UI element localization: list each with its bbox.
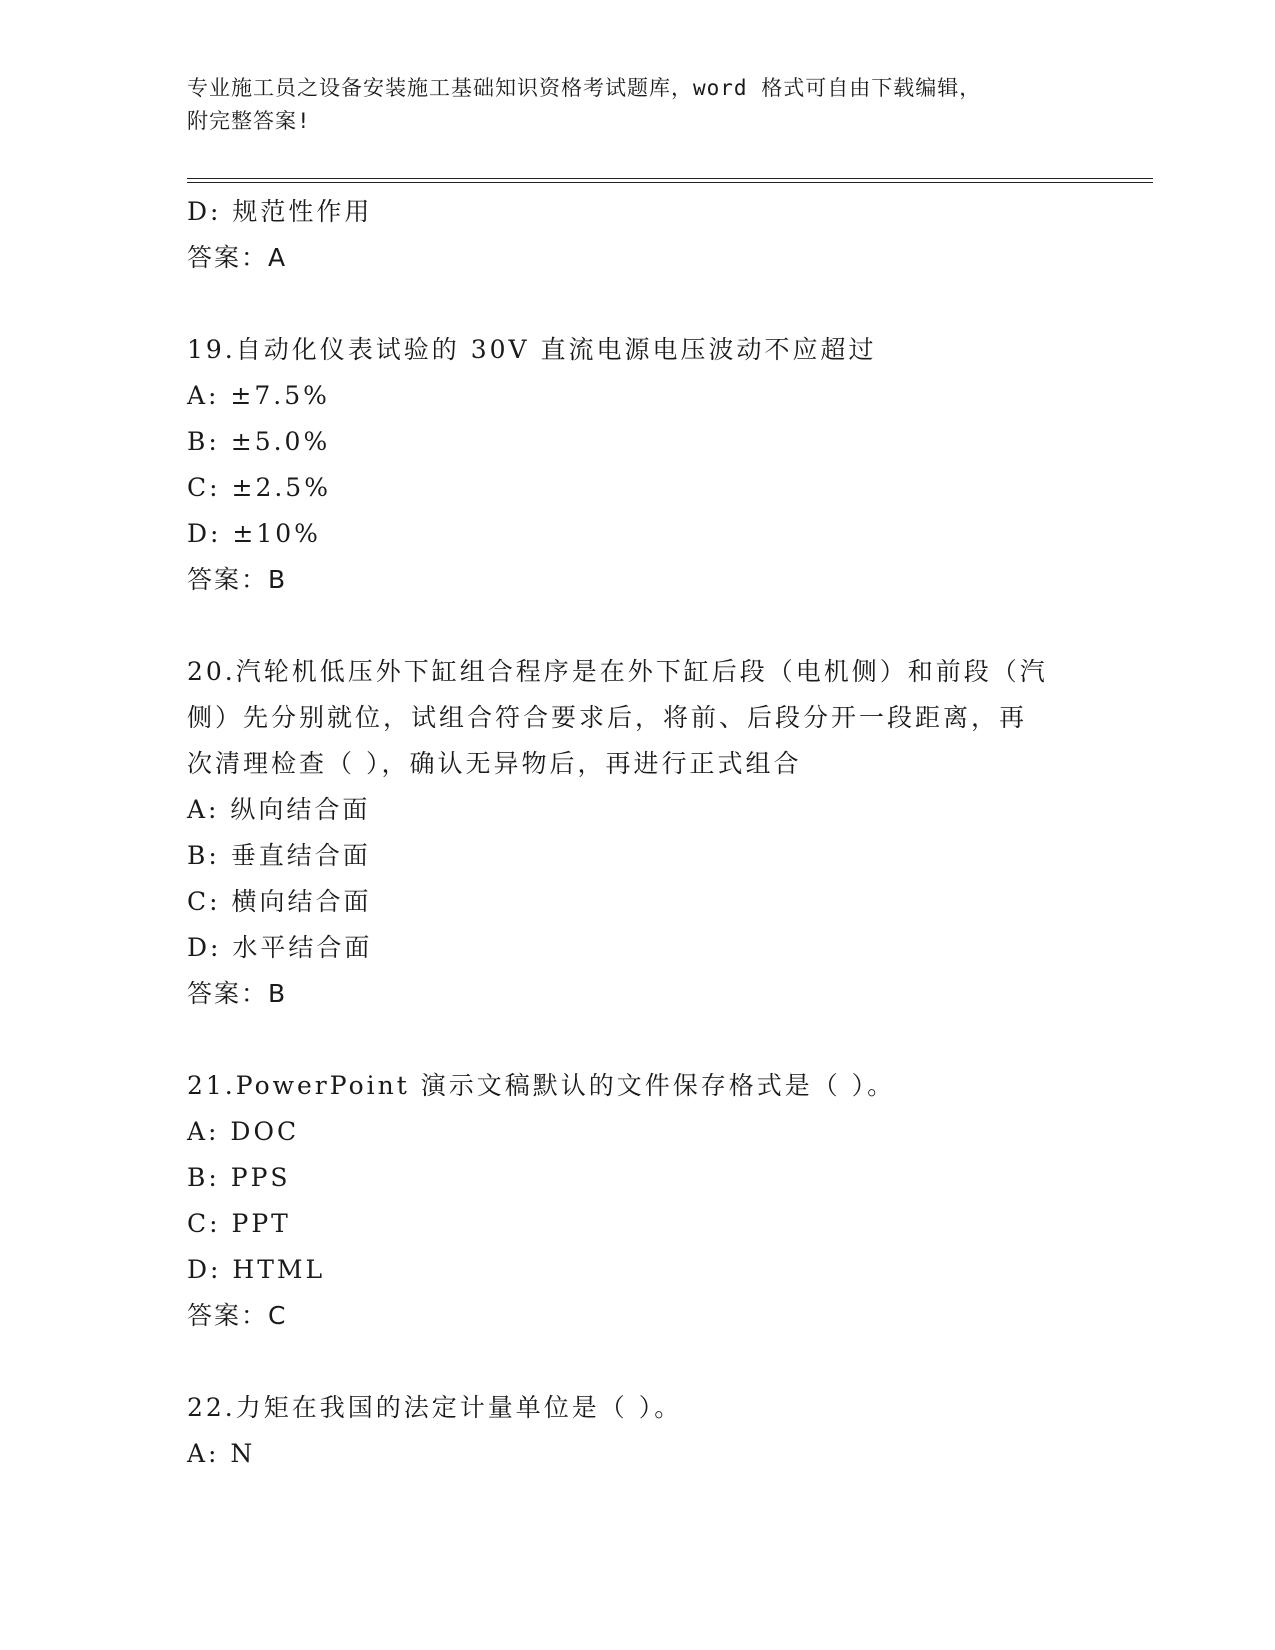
option-d: D: ±10% — [187, 519, 321, 548]
option-c: C: ±2.5% — [187, 473, 331, 502]
question-21 — [187, 1063, 1087, 1339]
question-20 — [187, 649, 1087, 1017]
question-list — [187, 189, 1087, 1477]
question-19 — [187, 327, 1087, 603]
option-a: A: ±7.5% — [187, 381, 330, 410]
header-line-2: 附完整答案! — [187, 109, 311, 133]
answer-line: 答案：B — [187, 565, 288, 594]
option-c: C: PPT — [187, 1209, 291, 1238]
page-header — [187, 72, 1087, 138]
answer-line: 答案：B — [187, 979, 288, 1008]
option-c: C: 横向结合面 — [187, 887, 372, 916]
option-d: D: 水平结合面 — [187, 933, 373, 962]
option-b: B: 垂直结合面 — [187, 841, 371, 870]
option-d: D: 规范性作用 — [187, 197, 373, 226]
option-a: A: DOC — [187, 1117, 300, 1146]
option-a: A: N — [187, 1439, 256, 1468]
answer-line: 答案：A — [187, 243, 288, 272]
question-22 — [187, 1385, 1087, 1477]
question-stem-line-3: 次清理检查（ ），确认无异物后，再进行正式组合 — [187, 749, 802, 778]
question-stem: 21.PowerPoint 演示文稿默认的文件保存格式是（ ）。 — [187, 1071, 896, 1100]
header-divider — [187, 178, 1153, 183]
partial-question — [187, 189, 1087, 281]
option-b: B: PPS — [187, 1163, 291, 1192]
answer-line: 答案：C — [187, 1301, 288, 1330]
question-stem-line-1: 20.汽轮机低压外下缸组合程序是在外下缸后段（电机侧）和前段（汽 — [187, 657, 1048, 686]
option-d: D: HTML — [187, 1255, 326, 1284]
header-line-1: 专业施工员之设备安装施工基础知识资格考试题库，word 格式可自由下载编辑， — [187, 76, 982, 100]
question-stem-line-2: 侧）先分别就位，试组合符合要求后，将前、后段分开一段距离，再 — [187, 703, 1028, 732]
option-b: B: ±5.0% — [187, 427, 331, 456]
question-stem: 22.力矩在我国的法定计量单位是（ ）。 — [187, 1393, 683, 1422]
option-a: A: 纵向结合面 — [187, 795, 371, 824]
question-stem: 19.自动化仪表试验的 30V 直流电源电压波动不应超过 — [187, 335, 877, 364]
